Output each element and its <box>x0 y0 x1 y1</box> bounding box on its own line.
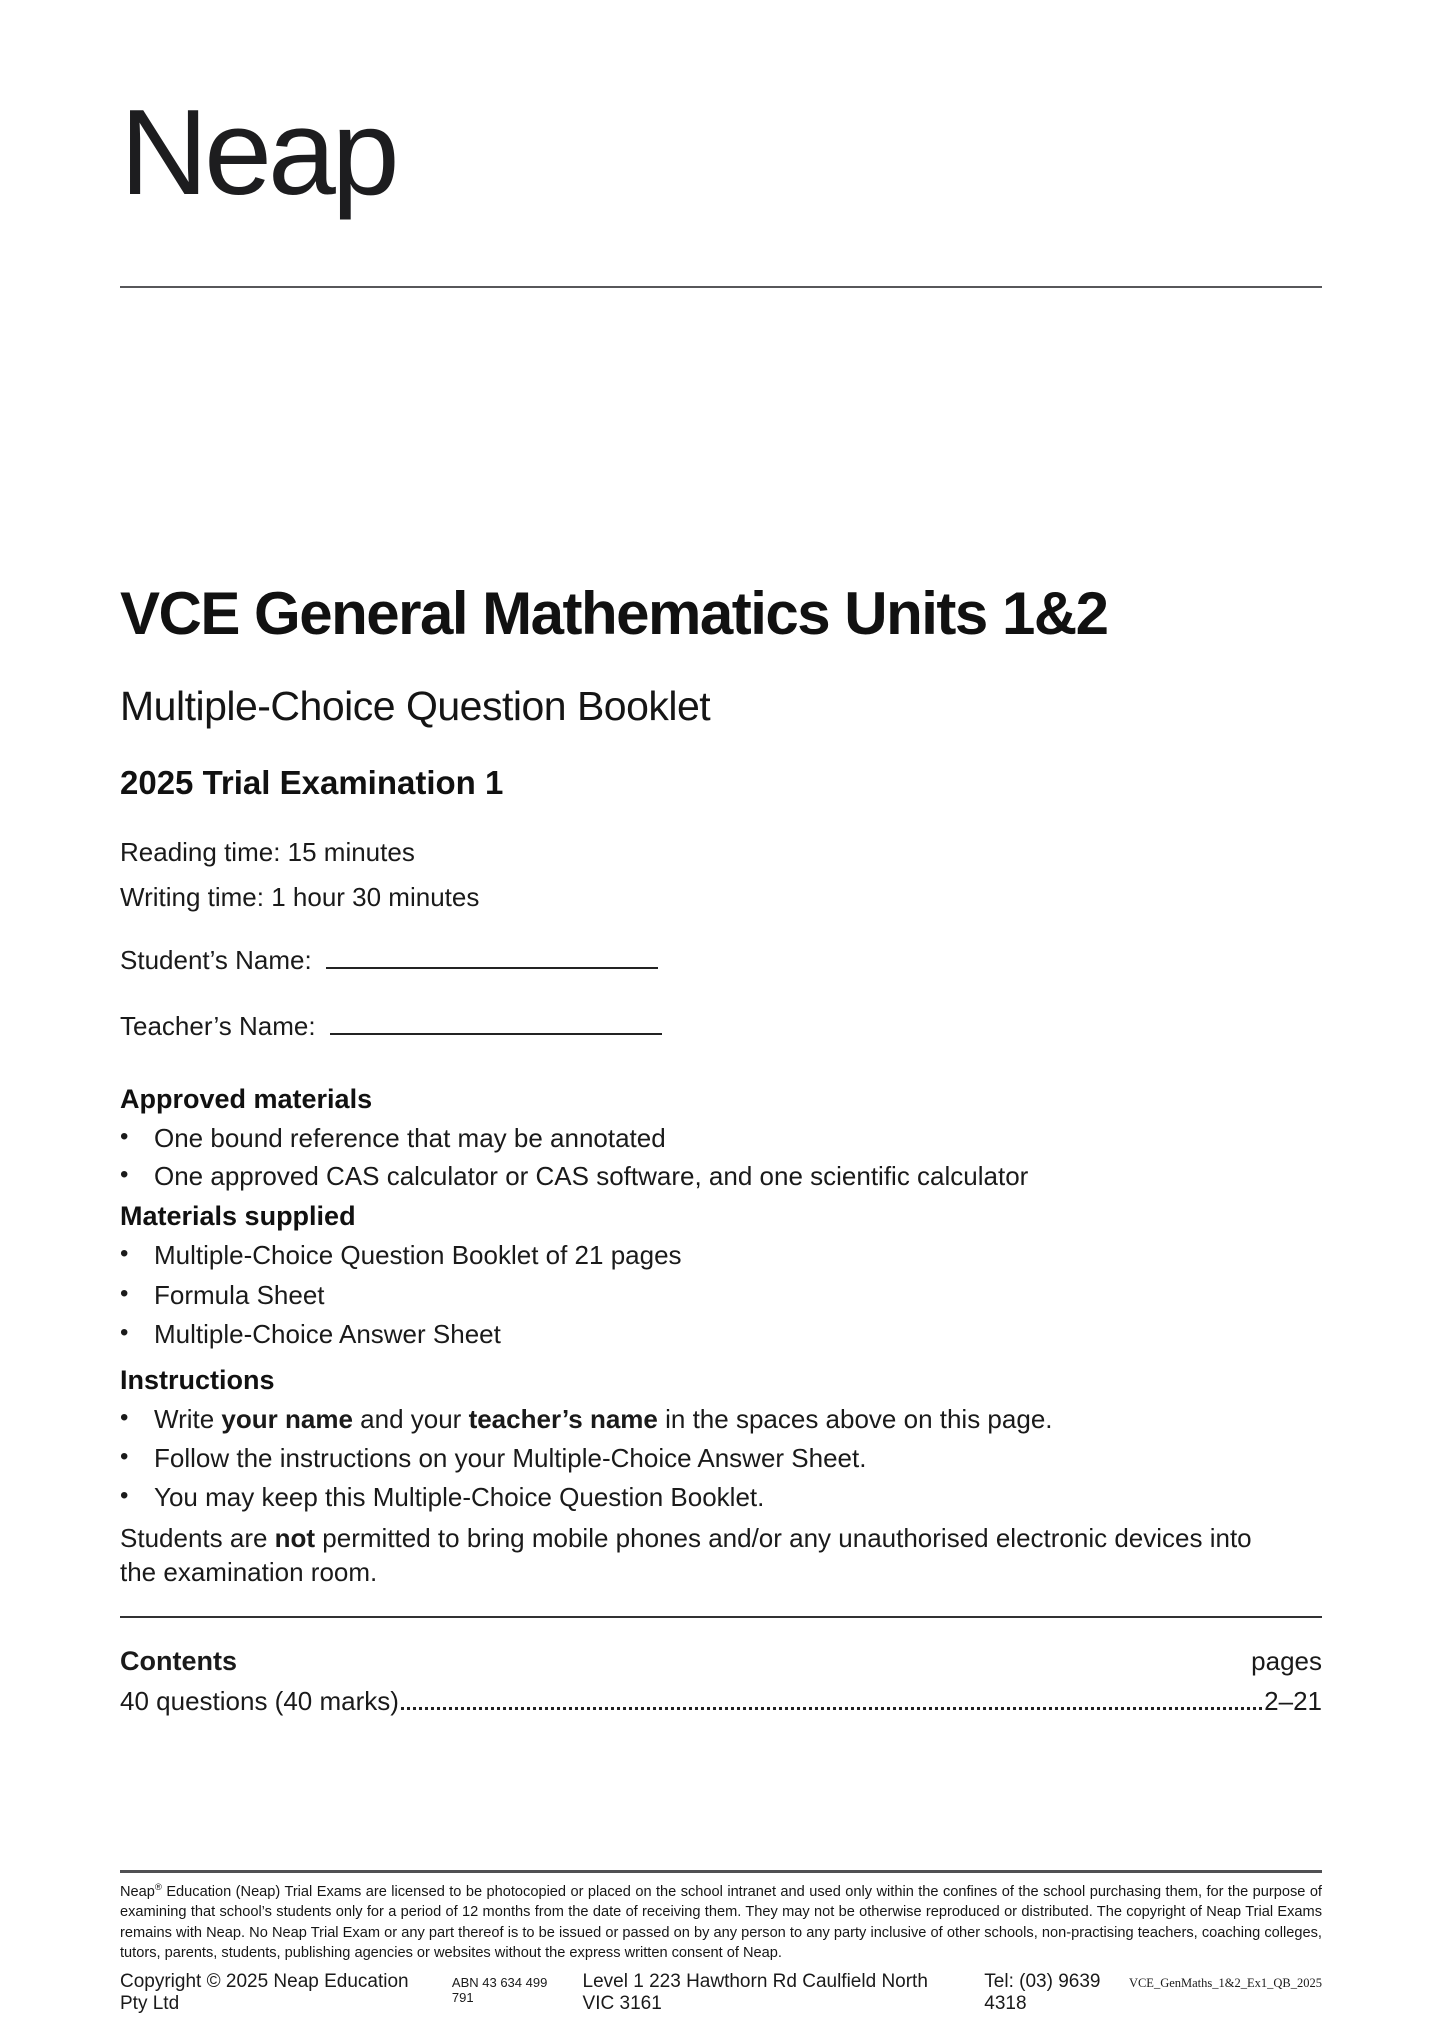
neap-logo: Neap <box>120 84 396 220</box>
bullet-icon: • <box>120 1404 129 1431</box>
list-item <box>120 1404 1322 1435</box>
list-item <box>120 1280 1322 1311</box>
teacher-name-field[interactable] <box>330 1033 662 1035</box>
list-item-text: One approved CAS calculator or CAS software, and one scientific calculator <box>154 1161 1029 1191</box>
bullet-icon: • <box>120 1123 129 1150</box>
page-title: VCE General Mathematics Units 1&2 <box>120 580 1108 647</box>
student-name-label: Student’s Name: <box>120 945 312 975</box>
list-item <box>120 1161 1322 1192</box>
contents-row-label: 40 questions (40 marks) <box>120 1686 399 1716</box>
bullet-icon: • <box>120 1319 129 1346</box>
list-item <box>120 1240 1322 1271</box>
bullet-icon: • <box>120 1240 129 1267</box>
student-name-row <box>120 945 1322 976</box>
contents-row <box>120 1686 1322 1717</box>
page-subtitle: Multiple-Choice Question Booklet <box>120 683 711 729</box>
bullet-icon: • <box>120 1443 129 1470</box>
contents-header <box>120 1646 1322 1677</box>
licence-text: Neap® Education (Neap) Trial Exams are licensed to be photocopied or placed on the school intranet and used only within the confines of the school purchasing them, for the purpose of examining that school’s students only for a period of 12 months from the date of receiving them. They may not be otherwise reproduced or distributed. The copyright of Neap Trial Exams remains with Neap. No Neap Trial Exam or any part thereof is to be issued or passed on by any person to any party inclusive of other schools, non-practising teachers, coaching colleges, tutors, parents, students, publishing agencies or websites without the express written consent of Neap. <box>120 1882 1322 1962</box>
bullet-icon: • <box>120 1161 129 1188</box>
list-item <box>120 1482 1322 1513</box>
telephone-text: Tel: (03) 9639 4318 <box>984 1971 1101 2014</box>
materials-supplied-heading: Materials supplied <box>120 1201 356 1231</box>
list-item-text: One bound reference that may be annotated <box>154 1123 666 1153</box>
list-item <box>120 1443 1322 1474</box>
writing-time: Writing time: 1 hour 30 minutes <box>120 882 480 912</box>
instructions-heading: Instructions <box>120 1365 275 1395</box>
list-item <box>120 1319 1322 1350</box>
bullet-icon: • <box>120 1482 129 1509</box>
dot-leader <box>401 1690 1262 1710</box>
list-item-text: Write your name and your teacher’s name in the spaces above on this page. <box>154 1404 1053 1434</box>
teacher-name-row <box>120 1011 1322 1042</box>
abn-text: ABN 43 634 499 791 <box>451 1975 548 2005</box>
footer-divider <box>120 1870 1322 1873</box>
list-item-text: Follow the instructions on your Multiple-Choice Answer Sheet. <box>154 1443 867 1473</box>
student-name-field[interactable] <box>326 967 658 969</box>
copyright-row <box>120 1971 1322 2015</box>
list-item <box>120 1123 1322 1154</box>
list-item-text: You may keep this Multiple-Choice Question Booklet. <box>154 1482 765 1512</box>
list-item-text: Multiple-Choice Answer Sheet <box>154 1319 501 1349</box>
exam-heading: 2025 Trial Examination 1 <box>120 764 504 801</box>
pages-label: pages <box>1251 1646 1322 1676</box>
bullet-icon: • <box>120 1280 129 1307</box>
contents-heading: Contents <box>120 1646 237 1676</box>
reading-time: Reading time: 15 minutes <box>120 837 415 867</box>
prohibition-note: Students are not permitted to bring mobile phones and/or any unauthorised electronic devices into the examination room. <box>120 1523 1252 1587</box>
list-item-text: Formula Sheet <box>154 1280 325 1310</box>
contents-divider <box>120 1616 1322 1618</box>
registered-trademark-icon: ® <box>154 1882 162 1894</box>
list-item-text: Multiple-Choice Question Booklet of 21 pages <box>154 1240 682 1270</box>
approved-materials-heading: Approved materials <box>120 1084 373 1114</box>
address-text: Level 1 223 Hawthorn Rd Caulfield North VIC 3161 <box>582 1971 928 2014</box>
copyright-text: Copyright © 2025 Neap Education Pty Ltd <box>120 1971 409 2014</box>
contents-page-range: 2–21 <box>1264 1686 1322 1716</box>
header-divider <box>120 286 1322 288</box>
document-code: VCE_GenMaths_1&2_Ex1_QB_2025 <box>1128 1976 1322 1990</box>
teacher-name-label: Teacher’s Name: <box>120 1011 316 1041</box>
